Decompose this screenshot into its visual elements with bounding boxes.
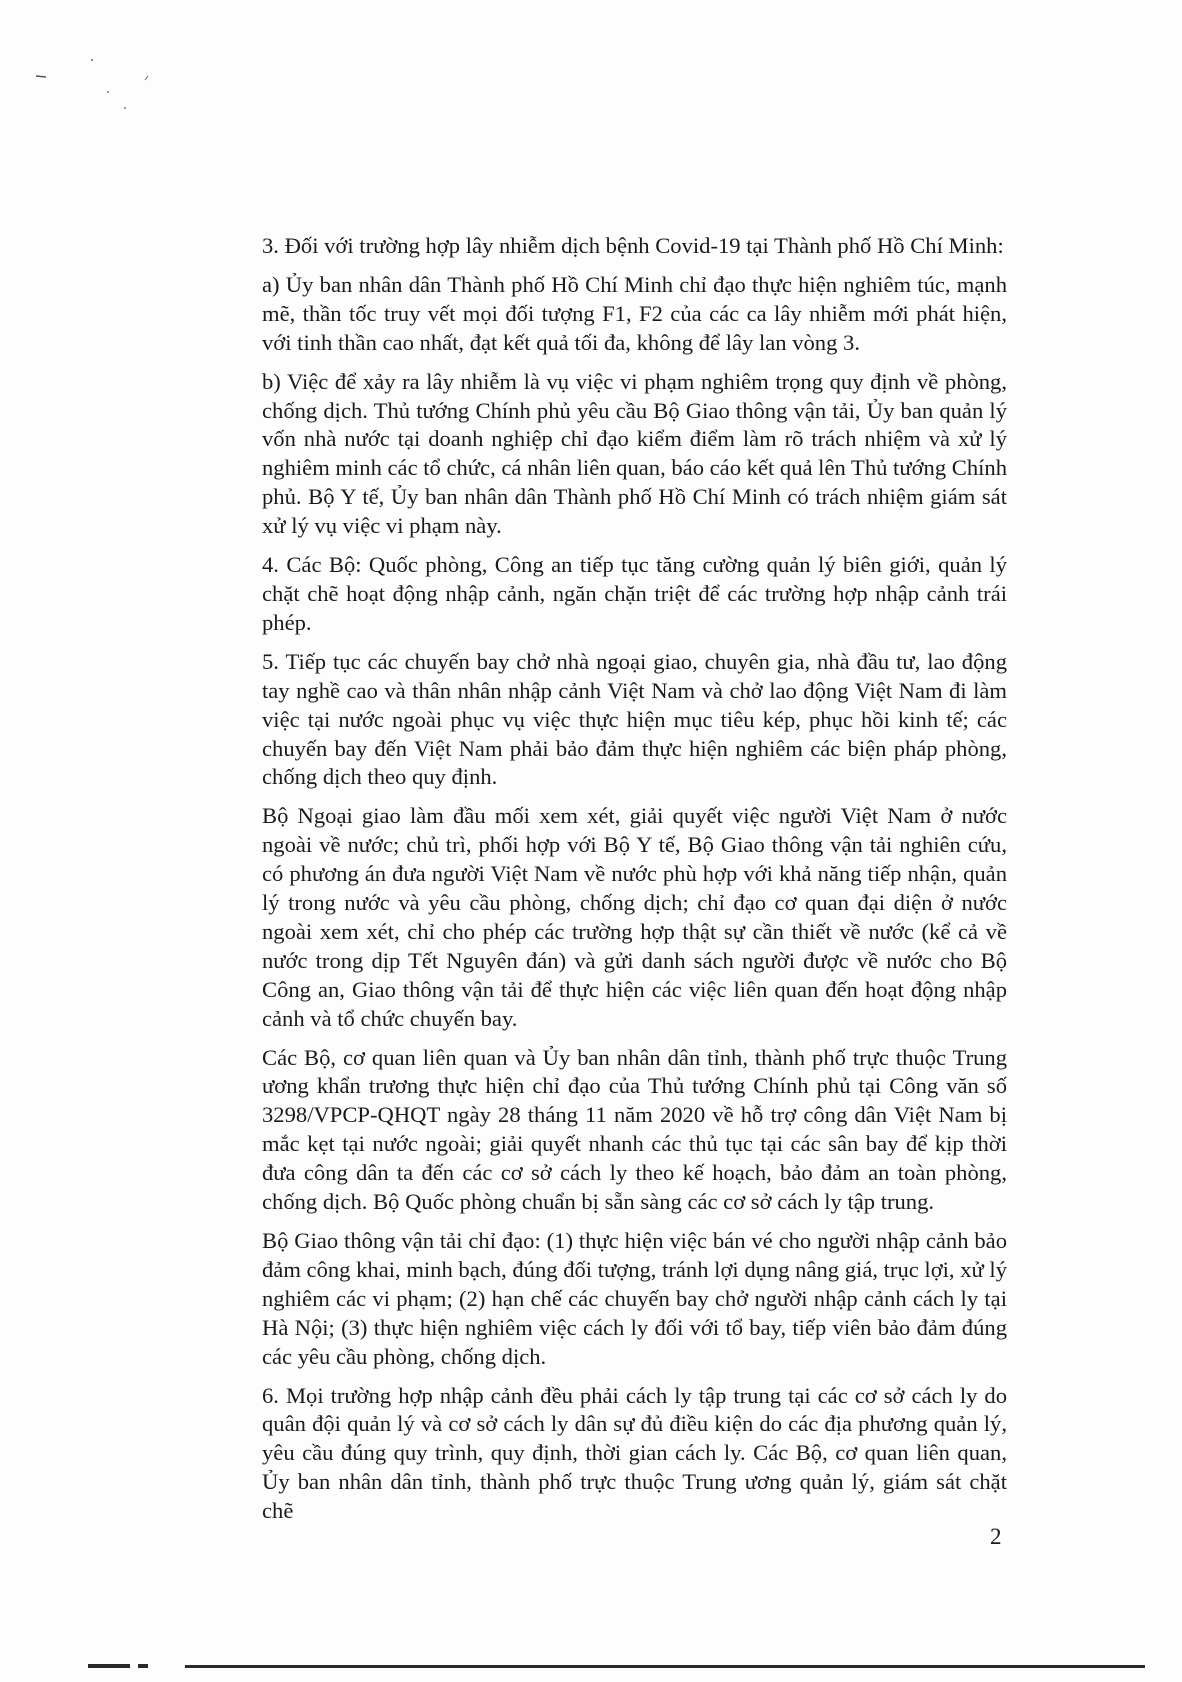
paragraph-transport: Bộ Giao thông vận tải chỉ đạo: (1) thực hiện việc bán vé cho người nhập cảnh bảo đảm công khai, minh bạch, đúng đối tượng, tránh lợi dụng nâng giá, trục lợi, xử lý nghiêm các vi phạm; (2) hạn chế các chuyến bay chở người nhập cảnh cách ly tại Hà Nội; (3) thực hiện nghiêm việc cách ly đối với tổ bay, tiếp viên bảo đảm đúng các yêu cầu phòng, chống dịch. bbox=[262, 1228, 1007, 1369]
paragraph-section-3a: a) Ủy ban nhân dân Thành phố Hồ Chí Minh chỉ đạo thực hiện nghiêm túc, mạnh mẽ, thần tốc truy vết mọi đối tượng F1, F2 của các ca lây nhiễm mới phát hiện, với tinh thần cao nhất, đạt kết quả tối đa, không để lây lan vòng 3. bbox=[262, 271, 1007, 355]
paragraph-foreign-affairs: Bộ Ngoại giao làm đầu mối xem xét, giải quyết việc người Việt Nam ở nước ngoài về nước; chủ trì, phối hợp với Bộ Y tế, Bộ Giao thông vận tải nghiên cứu, có phương án đưa người Việt Nam về nước phù hợp với khả năng tiếp nhận, quản lý trong nước và yêu cầu phòng, chống dịch; chỉ đạo cơ quan đại diện ở nước ngoài xem xét, chỉ cho phép các trường hợp thật sự cần thiết về nước (kể cả về nước trong dịp Tết Nguyên đán) và gửi danh sách người được về nước cho Bộ Công an, Giao thông vận tải để thực hiện các việc liên quan đến hoạt động nhập cảnh và tổ chức chuyến bay. bbox=[262, 803, 1007, 1031]
paragraph-section-4: 4. Các Bộ: Quốc phòng, Công an tiếp tục tăng cường quản lý biên giới, quản lý chặt chẽ hoạt động nhập cảnh, ngăn chặn triệt để các trường hợp nhập cảnh trái phép. bbox=[262, 552, 1007, 635]
document-body bbox=[262, 232, 1007, 1536]
footer-rule-left bbox=[88, 1664, 130, 1668]
paragraph-section-5: 5. Tiếp tục các chuyến bay chở nhà ngoại giao, chuyên gia, nhà đầu tư, lao động tay nghề cao và thân nhân nhập cảnh Việt Nam và chở lao động Việt Nam đi làm việc tại nước ngoài phục vụ việc thực hiện mục tiêu kép, phục hồi kinh tế; các chuyến bay đến Việt Nam phải bảo đảm thực hiện nghiêm các biện pháp phòng, chống dịch theo quy định. bbox=[262, 648, 1007, 790]
paragraph-section-3: 3. Đối với trường hợp lây nhiễm dịch bệnh Covid-19 tại Thành phố Hồ Chí Minh: bbox=[262, 233, 1004, 258]
scan-specks bbox=[30, 50, 190, 140]
paragraph-ministries: Các Bộ, cơ quan liên quan và Ủy ban nhân dân tỉnh, thành phố trực thuộc Trung ương khẩn trương thực hiện chỉ đạo của Thủ tướng Chính phủ tại Công văn số 3298/VPCP-QHQT ngày 28 tháng 11 năm 2020 về hỗ trợ công dân Việt Nam bị mắc kẹt tại nước ngoài; giải quyết nhanh các thủ tục tại các sân bay để kịp thời đưa công dân ta đến các cơ sở cách ly theo kế hoạch, bảo đảm an toàn phòng, chống dịch. Bộ Quốc phòng chuẩn bị sẵn sàng các cơ sở cách ly tập trung. bbox=[262, 1044, 1007, 1215]
page-number: 2 bbox=[990, 1524, 1002, 1549]
footer-rule-dot bbox=[138, 1664, 148, 1668]
paragraph-section-6: 6. Mọi trường hợp nhập cảnh đều phải cách ly tập trung tại các cơ sở cách ly do quân đội quản lý và cơ sở cách ly dân sự đủ điều kiện do các địa phương quản lý, yêu cầu đúng quy trình, quy định, thời gian cách ly. Các Bộ, cơ quan liên quan, Ủy ban nhân dân tỉnh, thành phố trực thuộc Trung ương quản lý, giám sát chặt chẽ bbox=[262, 1382, 1007, 1524]
paragraph-section-3b: b) Việc để xảy ra lây nhiễm là vụ việc vi phạm nghiêm trọng quy định về phòng, chống dịch. Thủ tướng Chính phủ yêu cầu Bộ Giao thông vận tải, Ủy ban quản lý vốn nhà nước tại doanh nghiệp chỉ đạo kiểm điểm làm rõ trách nhiệm và xử lý nghiêm minh các tổ chức, cá nhân liên quan, báo cáo kết quả lên Thủ tướng Chính phủ. Bộ Y tế, Ủy ban nhân dân Thành phố Hồ Chí Minh có trách nhiệm giám sát xử lý vụ việc vi phạm này. bbox=[262, 368, 1008, 539]
footer-rule-main bbox=[185, 1665, 1145, 1668]
